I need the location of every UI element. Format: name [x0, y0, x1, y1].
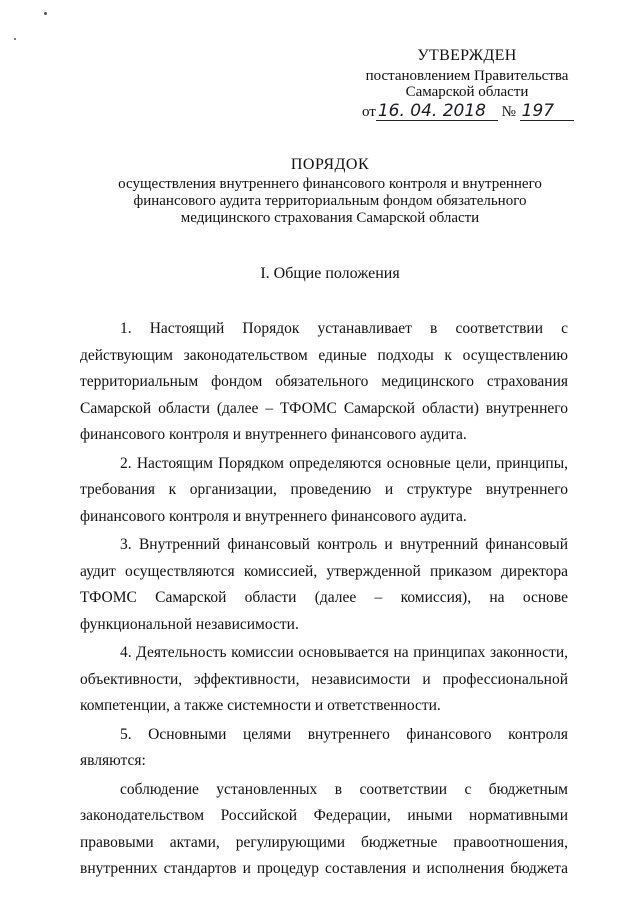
date-prefix: от	[362, 104, 376, 120]
title-line-1: осуществления внутреннего финансового контроля и внутреннего	[118, 176, 542, 192]
approval-heading: УТВЕРЖДЕН	[417, 47, 517, 64]
paragraph-4: 4. Деятельность комиссии основывается на принципах законности, объективности, эффективности, независимости и профессиональной компетенции, а также системности и ответственности.	[80, 644, 568, 714]
number-prefix: №	[501, 104, 516, 120]
handwritten-number: 197	[520, 103, 574, 121]
handwritten-date: 16. 04. 2018	[376, 103, 498, 121]
paragraph-6: соблюдение установленных в соответствии с бюджетным законодательством Российской Федерации, иными нормативными правовыми актами, регулирующими бюджетные правоотношения, внутренних стандартов и процедур составления и исполнения бюджета	[80, 780, 568, 877]
paragraph-3: 3. Внутренний финансовый контроль и внутренний финансовый аудит осуществляются комиссией, утвержденной приказом директора ТФОМС Самарской области (далее – комиссия), на основе функциональной независимости.	[80, 536, 568, 633]
section-heading: I. Общие положения	[260, 265, 400, 282]
paragraph-2: 2. Настоящим Порядком определяются основные цели, принципы, требования к организации, проведению и структуре внутреннего финансового контроля и внутреннего финансового аудита.	[80, 454, 568, 525]
approval-line-2: Самарской области	[405, 84, 529, 100]
title-main: ПОРЯДОК	[290, 156, 370, 173]
scan-speck	[14, 38, 16, 40]
body-text	[80, 316, 568, 883]
paragraph-5: 5. Основными целями внутреннего финансового контроля являются:	[80, 725, 568, 769]
paragraph-1: 1. Настоящий Порядок устанавливает в соответствии с действующим законодательством единые подходы к осуществлению территориальным фондом обязательного медицинского страхования Самарской области (далее – ТФОМС Самарской области) внутреннего финансового контроля и внутреннего финансового аудита.	[80, 320, 568, 443]
approval-line-1: постановлением Правительства	[365, 68, 569, 84]
scan-speck	[44, 12, 47, 15]
title-line-3: медицинского страхования Самарской области	[180, 210, 480, 226]
approval-date-row	[362, 103, 572, 121]
document-title	[80, 156, 580, 227]
approval-stamp	[362, 48, 572, 121]
title-line-2: финансового аудита территориальным фондом обязательного	[133, 193, 527, 209]
